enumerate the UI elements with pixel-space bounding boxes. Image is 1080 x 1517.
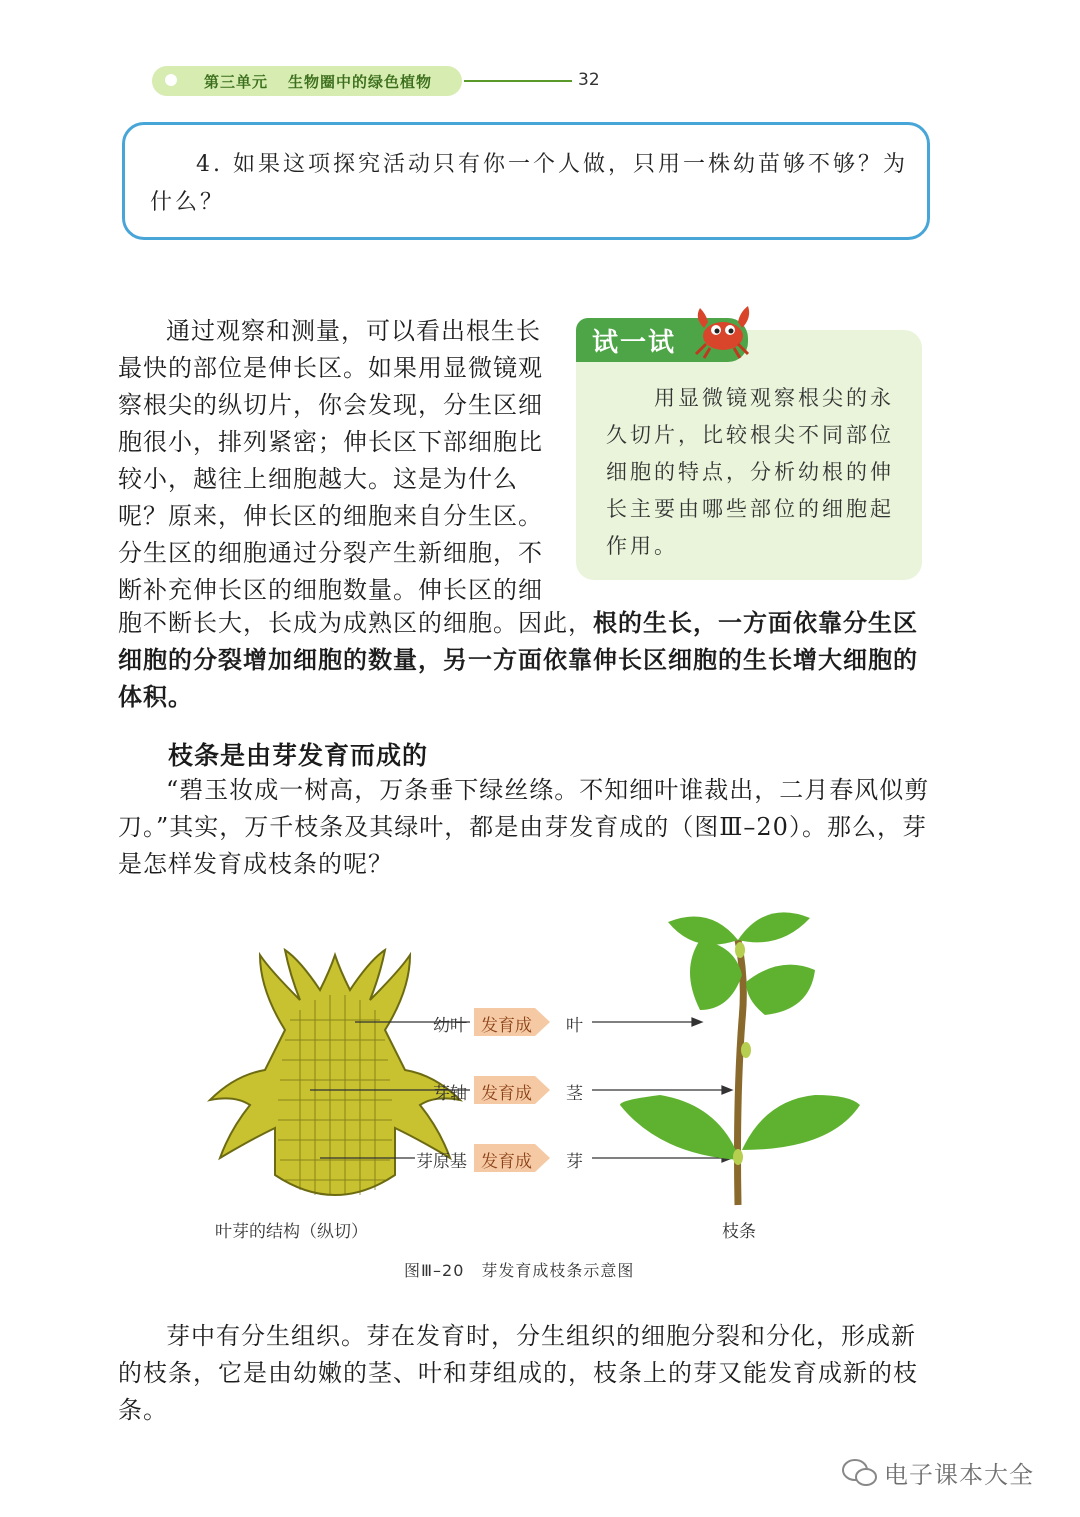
unit-label: 第三单元	[204, 73, 269, 91]
bud-figure	[190, 900, 870, 1230]
question-text: 4. 如果这项探究活动只有你一个人做，只用一株幼苗够不够？为什么？	[150, 152, 908, 215]
watermark-text: 电子课本大全	[884, 1461, 1034, 1489]
label-stem: 茎	[566, 1084, 583, 1104]
paragraph-meristem: 芽中有分生组织。芽在发育时，分生组织的细胞分裂和分化，形成新的枝条，它是由幼嫩的茎、叶和芽组成的，枝条上的芽又能发育成新的枝条。	[118, 1322, 918, 1424]
label-branch: 枝条	[722, 1222, 756, 1242]
conclusion-bold: 根的生长，一方面依靠分生区细胞的分裂增加细胞的数量，另一方面依靠伸长区细胞的生长增大细胞的体积。	[118, 609, 918, 711]
label-bud-primordium: 芽原基	[416, 1152, 467, 1172]
label-bud-axis: 芽轴	[433, 1084, 467, 1104]
unit-title: 生物圈中的绿色植物	[288, 73, 433, 91]
conclusion-normal: 胞不断长大，长成为成熟区的细胞。因此，	[118, 609, 593, 637]
figure-caption: 图Ⅲ–20 芽发育成枝条示意图	[404, 1261, 635, 1280]
wechat-icon	[842, 1458, 878, 1488]
header-divider	[464, 80, 572, 82]
try-box-text: 用显微镜观察根尖的永久切片，比较根尖不同部位细胞的特点，分析幼根的伸长主要由哪些部位的细胞起作用。	[606, 386, 894, 558]
header-bullet-icon	[165, 74, 177, 86]
branch-illustration	[620, 912, 860, 1205]
label-develop-3: 发育成	[481, 1152, 532, 1172]
label-leaf: 叶	[566, 1016, 583, 1036]
label-young-leaf: 幼叶	[433, 1016, 467, 1036]
label-develop-1: 发育成	[481, 1016, 532, 1036]
section-heading: 枝条是由芽发育而成的	[168, 741, 429, 770]
paragraph-conclusion	[118, 605, 938, 716]
crab-icon	[690, 300, 756, 360]
label-develop-2: 发育成	[481, 1084, 532, 1104]
paragraph-poem: “碧玉妆成一树高，万条垂下绿丝绦。不知细叶谁裁出，二月春风似剪刀。”其实，万千枝条及其绿叶，都是由芽发育成的（图Ⅲ–20）。那么，芽是怎样发育成枝条的呢？	[118, 776, 930, 878]
label-bud-structure: 叶芽的结构（纵切）	[215, 1222, 368, 1242]
label-bud: 芽	[566, 1152, 583, 1172]
paragraph-root-growth: 通过观察和测量，可以看出根生长最快的部位是伸长区。如果用显微镜观察根尖的纵切片，你会发现，分生区细胞很小，排列紧密；伸长区下部细胞比较小，越往上细胞越大。这是为什么呢？原来，伸长区的细胞来自分生区。分生区的细胞通过分裂产生新细胞，不断补充伸长区的细胞数量。伸长区的细	[118, 317, 543, 604]
try-box-title: 试一试	[592, 328, 677, 358]
page-number: 32	[578, 70, 600, 90]
